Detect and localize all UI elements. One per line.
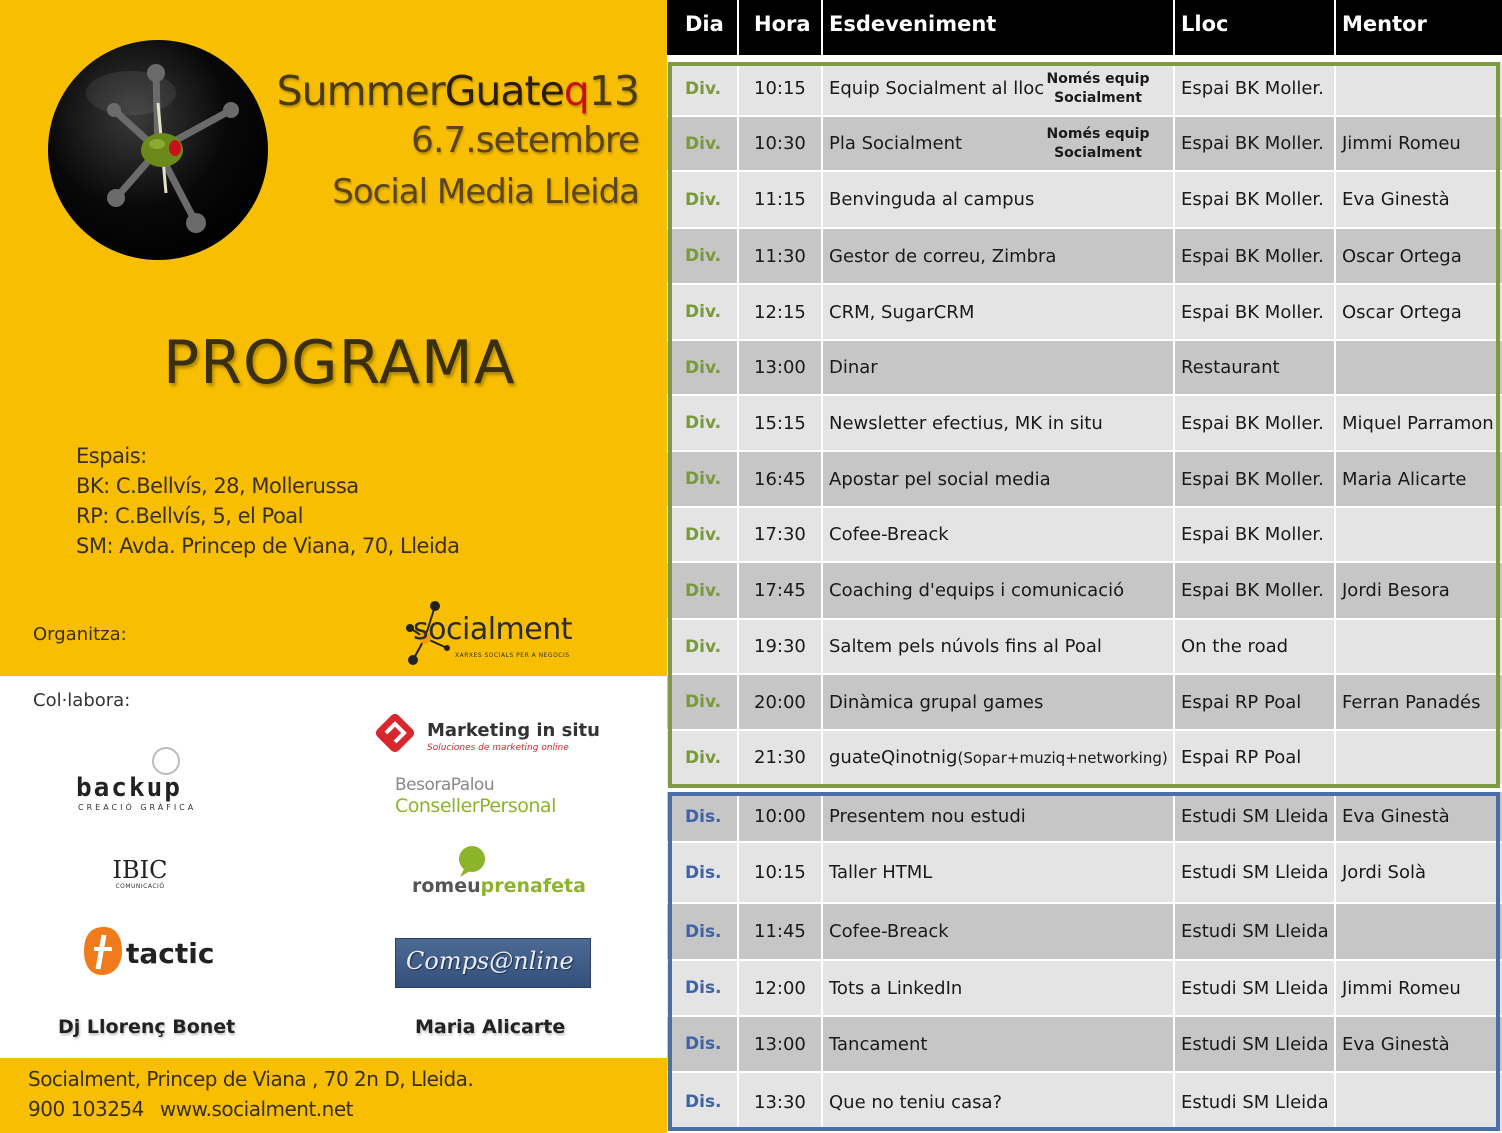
speech-bubble-icon: [454, 845, 490, 877]
cell-hora: 10:00: [739, 792, 823, 841]
cell-mentor: Ferran Panadés: [1342, 691, 1481, 713]
event-title-text: Equip Socialment al lloc: [829, 78, 1045, 99]
cell-event: [823, 117, 1175, 170]
cell-hora: 13:00: [739, 1017, 823, 1071]
event-title-text: Newsletter efectius, MK in situ: [829, 412, 1103, 434]
column-header-hora: Hora: [739, 0, 823, 55]
cell-lloc: Espai BK Moller.: [1175, 229, 1336, 283]
socialment-logo: [405, 598, 585, 668]
cell-dia: Dis.: [667, 843, 739, 902]
table-row: [667, 792, 1502, 841]
sponsor-ibic-name: IBIC: [112, 856, 168, 884]
cell-hora: 10:15: [739, 843, 823, 902]
event-title-text: Gestor de correu, Zimbra: [829, 245, 1057, 267]
footer-address: Socialment, Princep de Viana , 70 2n D, Lleida.: [28, 1067, 474, 1091]
cell-hora: 12:15: [739, 285, 823, 339]
cell-dia: Div.: [667, 563, 739, 618]
cell-mentor: Jimmi Romeu: [1342, 977, 1461, 999]
cell-hora: 13:30: [739, 1073, 823, 1131]
table-row: [667, 508, 1502, 561]
cell-hora: 13:00: [739, 341, 823, 394]
cell-lloc: Espai RP Poal: [1175, 675, 1336, 729]
cell-event: [823, 792, 1175, 841]
event-title-text: Que no teniu casa?: [829, 1091, 1003, 1113]
cell-dia: Div.: [667, 396, 739, 450]
cell-lloc: Espai BK Moller.: [1175, 396, 1336, 450]
table-header: [667, 0, 1502, 55]
table-row: [667, 675, 1502, 729]
table-row: [667, 117, 1502, 170]
organizer-name: socialment: [413, 612, 572, 647]
cell-hora: 20:00: [739, 675, 823, 729]
cell-mentor: [1336, 620, 1502, 673]
sponsor-tactic: [82, 925, 215, 980]
cell-hora: 11:45: [739, 904, 823, 959]
cell-hora: 11:30: [739, 229, 823, 283]
event-title-text: Dinàmica grupal games: [829, 691, 1044, 713]
cell-mentor: [1336, 1073, 1502, 1131]
cell-mentor: Maria Alicarte: [1342, 468, 1467, 490]
table-row: [667, 172, 1502, 227]
cell-mentor: Miquel Parramon: [1342, 412, 1494, 434]
event-title: SummerGuateq13: [276, 67, 639, 115]
column-header-mentor: Mentor: [1342, 12, 1427, 36]
cell-event: [823, 1073, 1175, 1131]
sponsor-ibic: [105, 857, 175, 897]
cell-event: [823, 563, 1175, 618]
sponsor-marketing-sub: Soluciones de marketing online: [427, 743, 569, 753]
cell-event: [823, 285, 1175, 339]
footer-phone: 900 103254: [28, 1097, 144, 1121]
event-title-text: Pla Socialment: [829, 133, 963, 154]
event-info-panel: [0, 0, 667, 1133]
cell-dia: Div.: [667, 731, 739, 784]
olive-cocktail-logo: [46, 38, 270, 262]
cell-event: [823, 341, 1175, 394]
event-subtitle: Social Media Lleida: [332, 172, 639, 212]
cell-dia: Div.: [667, 452, 739, 506]
table-row: [667, 1017, 1502, 1071]
table-row: [667, 396, 1502, 450]
cell-mentor: Oscar Ortega: [1342, 301, 1462, 323]
cell-dia: Div.: [667, 341, 739, 394]
cell-hora: 12:00: [739, 961, 823, 1015]
cell-event: [823, 229, 1175, 283]
cell-lloc: Estudi SM Lleida: [1175, 961, 1336, 1015]
sponsor-backup-name: backup: [76, 773, 182, 803]
cell-hora: 10:30: [739, 117, 823, 170]
cell-mentor: Eva Ginestà: [1342, 1033, 1450, 1055]
cell-lloc: Estudi SM Lleida: [1175, 1017, 1336, 1071]
event-title-text: guateQinotnig: [829, 747, 958, 768]
cell-event: [823, 731, 1175, 784]
cell-lloc: On the road: [1175, 620, 1336, 673]
cell-lloc: Espai BK Moller.: [1175, 117, 1336, 170]
sponsors-label: Col·labora:: [33, 690, 131, 711]
tactic-logo-icon: [82, 925, 126, 977]
event-title-text: Taller HTML: [829, 862, 933, 883]
cell-mentor: Eva Ginestà: [1342, 806, 1450, 827]
spaces-list: [76, 441, 459, 561]
cell-hora: 21:30: [739, 731, 823, 784]
sponsor-marketing-in-situ: [372, 710, 602, 755]
event-title-text: Tancament: [829, 1033, 928, 1055]
sponsor-besora-line1: BesoraPalou: [395, 775, 495, 795]
event-suffix-text: (Sopar+muziq+networking): [957, 748, 1168, 767]
sponsor-comps-name: Comps@nline: [406, 947, 574, 975]
cell-lloc: Espai RP Poal: [1175, 731, 1336, 784]
table-row: [667, 563, 1502, 618]
cell-lloc: Estudi SM Lleida: [1175, 843, 1336, 902]
cell-mentor: Eva Ginestà: [1342, 189, 1450, 210]
cell-lloc: Estudi SM Lleida: [1175, 792, 1336, 841]
event-title-text: Benvinguda al campus: [829, 189, 1035, 210]
cell-dia: Div.: [667, 285, 739, 339]
table-row: [667, 285, 1502, 339]
sponsor-marketing-name: Marketing in situ: [427, 720, 600, 741]
organizer-label: Organitza:: [33, 624, 127, 645]
event-title-text: CRM, SugarCRM: [829, 301, 975, 323]
spaces-heading: Espais:: [76, 444, 147, 468]
cell-mentor: Jimmi Romeu: [1342, 133, 1461, 154]
cell-hora: 19:30: [739, 620, 823, 673]
cell-event: [823, 1017, 1175, 1071]
event-date: 6.7.setembre: [411, 120, 639, 161]
event-title-text: Cofee-Breack: [829, 524, 949, 545]
sponsor-romeu-name: romeuprenafeta: [412, 875, 586, 897]
cell-dia: Div.: [667, 172, 739, 227]
event-title-text: Tots a LinkedIn: [829, 977, 963, 999]
cell-event: [823, 396, 1175, 450]
cell-dia: Dis.: [667, 792, 739, 841]
sponsor-comps-online: [395, 938, 591, 988]
space-item: SM: Avda. Princep de Viana, 70, Lleida: [76, 534, 460, 558]
cell-dia: Div.: [667, 675, 739, 729]
event-title-text: Dinar: [829, 357, 878, 378]
cell-mentor: Jordi Besora: [1342, 580, 1450, 601]
cell-dia: Dis.: [667, 961, 739, 1015]
cell-dia: Dis.: [667, 1017, 739, 1071]
cell-lloc: Espai BK Moller.: [1175, 452, 1336, 506]
cell-mentor: Oscar Ortega: [1342, 245, 1462, 267]
cell-dia: Dis.: [667, 904, 739, 959]
cell-event: [823, 843, 1175, 902]
footer-website-link[interactable]: www.socialment.net: [159, 1097, 353, 1121]
table-row: [667, 452, 1502, 506]
column-header-lloc: Lloc: [1175, 0, 1336, 55]
cell-mentor: [1336, 904, 1502, 959]
table-row: [667, 731, 1502, 784]
cell-mentor: Jordi Solà: [1342, 862, 1427, 883]
credit-maria: Maria Alicarte: [415, 1016, 566, 1038]
sponsor-besora-palou: [395, 775, 595, 820]
column-header-dia: Dia: [667, 0, 739, 55]
cell-event: [823, 620, 1175, 673]
cell-event: [823, 172, 1175, 227]
footer-contact: [28, 1064, 473, 1124]
cell-hora: 10:15: [739, 62, 823, 115]
cell-dia: Div.: [667, 620, 739, 673]
marketing-in-situ-icon: [372, 710, 418, 756]
cell-hora: 11:15: [739, 172, 823, 227]
table-row: [667, 62, 1502, 115]
cell-mentor: [1336, 62, 1502, 115]
table-row: [667, 961, 1502, 1015]
event-title-text: Saltem pels núvols fins al Poal: [829, 636, 1102, 657]
cell-dia: Div.: [667, 229, 739, 283]
sponsor-romeu-prenafeta: [412, 845, 592, 900]
event-title-text: Coaching d'equips i comunicació: [829, 580, 1125, 601]
credit-dj: Dj Llorenç Bonet: [58, 1016, 236, 1038]
cell-event: [823, 904, 1175, 959]
cell-dia: Div.: [667, 62, 739, 115]
space-item: BK: C.Bellvís, 28, Mollerussa: [76, 474, 359, 498]
cell-lloc: Restaurant: [1175, 341, 1336, 394]
cell-lloc: Estudi SM Lleida: [1175, 904, 1336, 959]
cell-event: [823, 62, 1175, 115]
cell-event: [823, 452, 1175, 506]
event-note: Només equip Socialment: [1046, 70, 1150, 106]
event-title-text: Apostar pel social media: [829, 468, 1051, 490]
schedule-table: [667, 0, 1502, 1133]
table-row: [667, 229, 1502, 283]
cell-lloc: Espai BK Moller.: [1175, 285, 1336, 339]
cell-dia: Dis.: [667, 1073, 739, 1131]
cell-dia: Div.: [667, 508, 739, 561]
cell-mentor: [1336, 731, 1502, 784]
cell-event: [823, 961, 1175, 1015]
table-row: [667, 1073, 1502, 1131]
cell-hora: 15:15: [739, 396, 823, 450]
cell-dia: Div.: [667, 117, 739, 170]
cell-event: [823, 508, 1175, 561]
cell-lloc: Espai BK Moller.: [1175, 172, 1336, 227]
footer-contact-line: [28, 1094, 473, 1124]
table-row: [667, 843, 1502, 902]
cell-mentor: [1336, 508, 1502, 561]
organizer-tagline: XARXES SOCIALS PER A NEGOCIS: [455, 652, 570, 659]
table-row: [667, 620, 1502, 673]
sponsor-backup: [76, 745, 206, 815]
cell-hora: 17:30: [739, 508, 823, 561]
sponsor-besora-line2: ConsellerPersonal: [395, 795, 556, 817]
page-title: PROGRAMA: [163, 328, 516, 398]
sponsor-backup-sub: CREACIÓ GRÀFICA: [78, 803, 197, 812]
cell-hora: 17:45: [739, 563, 823, 618]
event-title-text: Presentem nou estudi: [829, 806, 1026, 827]
cell-hora: 16:45: [739, 452, 823, 506]
cell-lloc: Espai BK Moller.: [1175, 563, 1336, 618]
cell-lloc: Estudi SM Lleida: [1175, 1073, 1336, 1131]
space-item: RP: C.Bellvís, 5, el Poal: [76, 504, 304, 528]
table-row: [667, 341, 1502, 394]
sponsor-ibic-sub: COMUNICACIÓ: [115, 883, 165, 890]
event-note: Només equip Socialment: [1046, 125, 1150, 161]
sponsor-tactic-name: tactic: [126, 937, 215, 970]
event-title-block: [277, 66, 639, 218]
cell-lloc: Espai BK Moller.: [1175, 62, 1336, 115]
cell-mentor: [1336, 341, 1502, 394]
cell-lloc: Espai BK Moller.: [1175, 508, 1336, 561]
table-row: [667, 904, 1502, 959]
event-title-text: Cofee-Breack: [829, 921, 949, 942]
cell-event: [823, 675, 1175, 729]
column-header-event: Esdeveniment: [823, 0, 1175, 55]
